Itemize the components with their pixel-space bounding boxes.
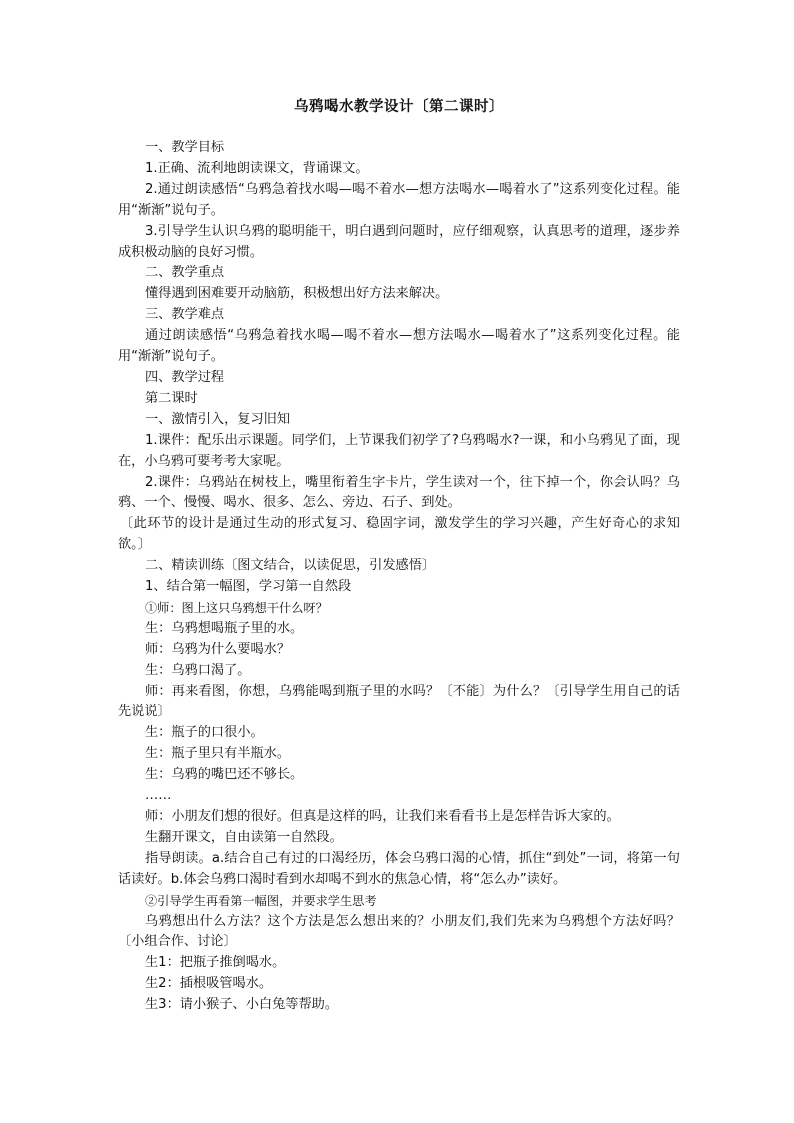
paragraph-p14: 〔此环节的设计是通过生动的形式复习、稳固字词，激发学生的学习兴趣，产生好奇心的求知欲。〕 <box>118 516 680 553</box>
paragraph-p25: …… <box>145 788 172 804</box>
document-title: 乌鸦喝水教学设计〔第二课时〕 <box>294 99 504 115</box>
paragraph-p33: 生3：请小猴子、小白兔等帮助。 <box>145 997 339 1013</box>
paragraph-p3: 2.通过朗读感悟“乌鸦急着找水喝—喝不着水—想方法喝水—喝着水了”这系列变化过程。能用“渐渐”说句子。 <box>118 181 680 218</box>
paragraph-p7: 三、教学难点 <box>145 307 225 323</box>
paragraph-p21: 师：再来看图，你想，乌鸦能喝到瓶子里的水吗？〔不能〕为什么？〔引导学生用自己的话先说说〕 <box>118 683 680 720</box>
paragraph-p28: 指导朗读。a.结合自己有过的口渴经历，体会乌鸦口渴的心情，抓住“到处”一词，将第一句话读好。b.体会乌鸦口渴时看到水却喝不到水的焦急心情，将“怎么办”读好。 <box>118 850 680 887</box>
document-page <box>118 95 680 1016</box>
paragraph-p29: ②引导学生再看第一幅图，并要求学生思考 <box>145 893 377 908</box>
paragraph-p17: ①师：图上这只乌鸦想干什么呀？ <box>145 600 328 615</box>
paragraph-p10: 第二课时 <box>145 390 198 406</box>
paragraph-p26: 师：小朋友们想的很好。但真是这样的吗，让我们来看看书上是怎样告诉大家的。 <box>145 809 620 824</box>
document-body <box>118 138 680 1016</box>
paragraph-p19: 师：乌鸦为什么要喝水？ <box>145 641 291 657</box>
paragraph-p20: 生：乌鸦口渴了。 <box>145 662 251 678</box>
paragraph-p18: 生：乌鸦想喝瓶子里的水。 <box>145 620 304 636</box>
paragraph-p13: 2.课件：乌鸦站在树枝上，嘴里衔着生字卡片，学生读对一个，往下掉一个，你会认吗？乌鸦、一个、慢慢、喝水、很多、怎么、旁边、石子、到处。 <box>118 474 680 511</box>
paragraph-p22: 生：瓶子的口很小。 <box>145 725 264 741</box>
paragraph-p12: 1.课件：配乐出示课题。同学们，上节课我们初学了?乌鸦喝水?一课，和小乌鸦见了面，现在，小乌鸦可要考考大家呢。 <box>118 432 680 469</box>
paragraph-p6: 懂得遇到困难要开动脑筋，积极想出好方法来解决。 <box>145 286 449 302</box>
paragraph-p30: 乌鸦想出什么方法？这个方法是怎么想出来的？小朋友们,我们先来为乌鸦想个方法好吗？〔小组合作、讨论〕 <box>118 913 680 950</box>
paragraph-p27: 生翻开课文，自由读第一自然段。 <box>145 829 343 845</box>
paragraph-p23: 生：瓶子里只有半瓶水。 <box>145 746 291 762</box>
paragraph-p8: 通过朗读感悟“乌鸦急着找水喝—喝不着水—想方法喝水—喝着水了”这系列变化过程。能用“渐渐”说句子。 <box>118 328 680 365</box>
paragraph-p15: 二、精读训练〔图文结合，以读促思，引发感悟〕 <box>145 558 436 574</box>
paragraph-p16: 1、结合第一幅图，学习第一自然段 <box>145 579 352 595</box>
paragraph-p1: 一、教学目标 <box>145 140 225 155</box>
paragraph-p11: 一、激情引入，复习旧知 <box>145 411 291 427</box>
paragraph-p32: 生2：插根吸管喝水。 <box>145 976 273 992</box>
paragraph-p5: 二、教学重点 <box>145 265 225 281</box>
paragraph-p2: 1.正确、流利地朗读课文，背诵课文。 <box>145 160 369 176</box>
paragraph-p31: 生1：把瓶子推倒喝水。 <box>145 955 286 971</box>
paragraph-p9: 四、教学过程 <box>145 369 225 385</box>
paragraph-p24: 生：乌鸦的嘴巴还不够长。 <box>145 767 304 783</box>
paragraph-p4: 3.引导学生认识乌鸦的聪明能干，明白遇到问题时，应仔细观察，认真思考的道理，逐步养成积极动脑的良好习惯。 <box>118 223 680 260</box>
